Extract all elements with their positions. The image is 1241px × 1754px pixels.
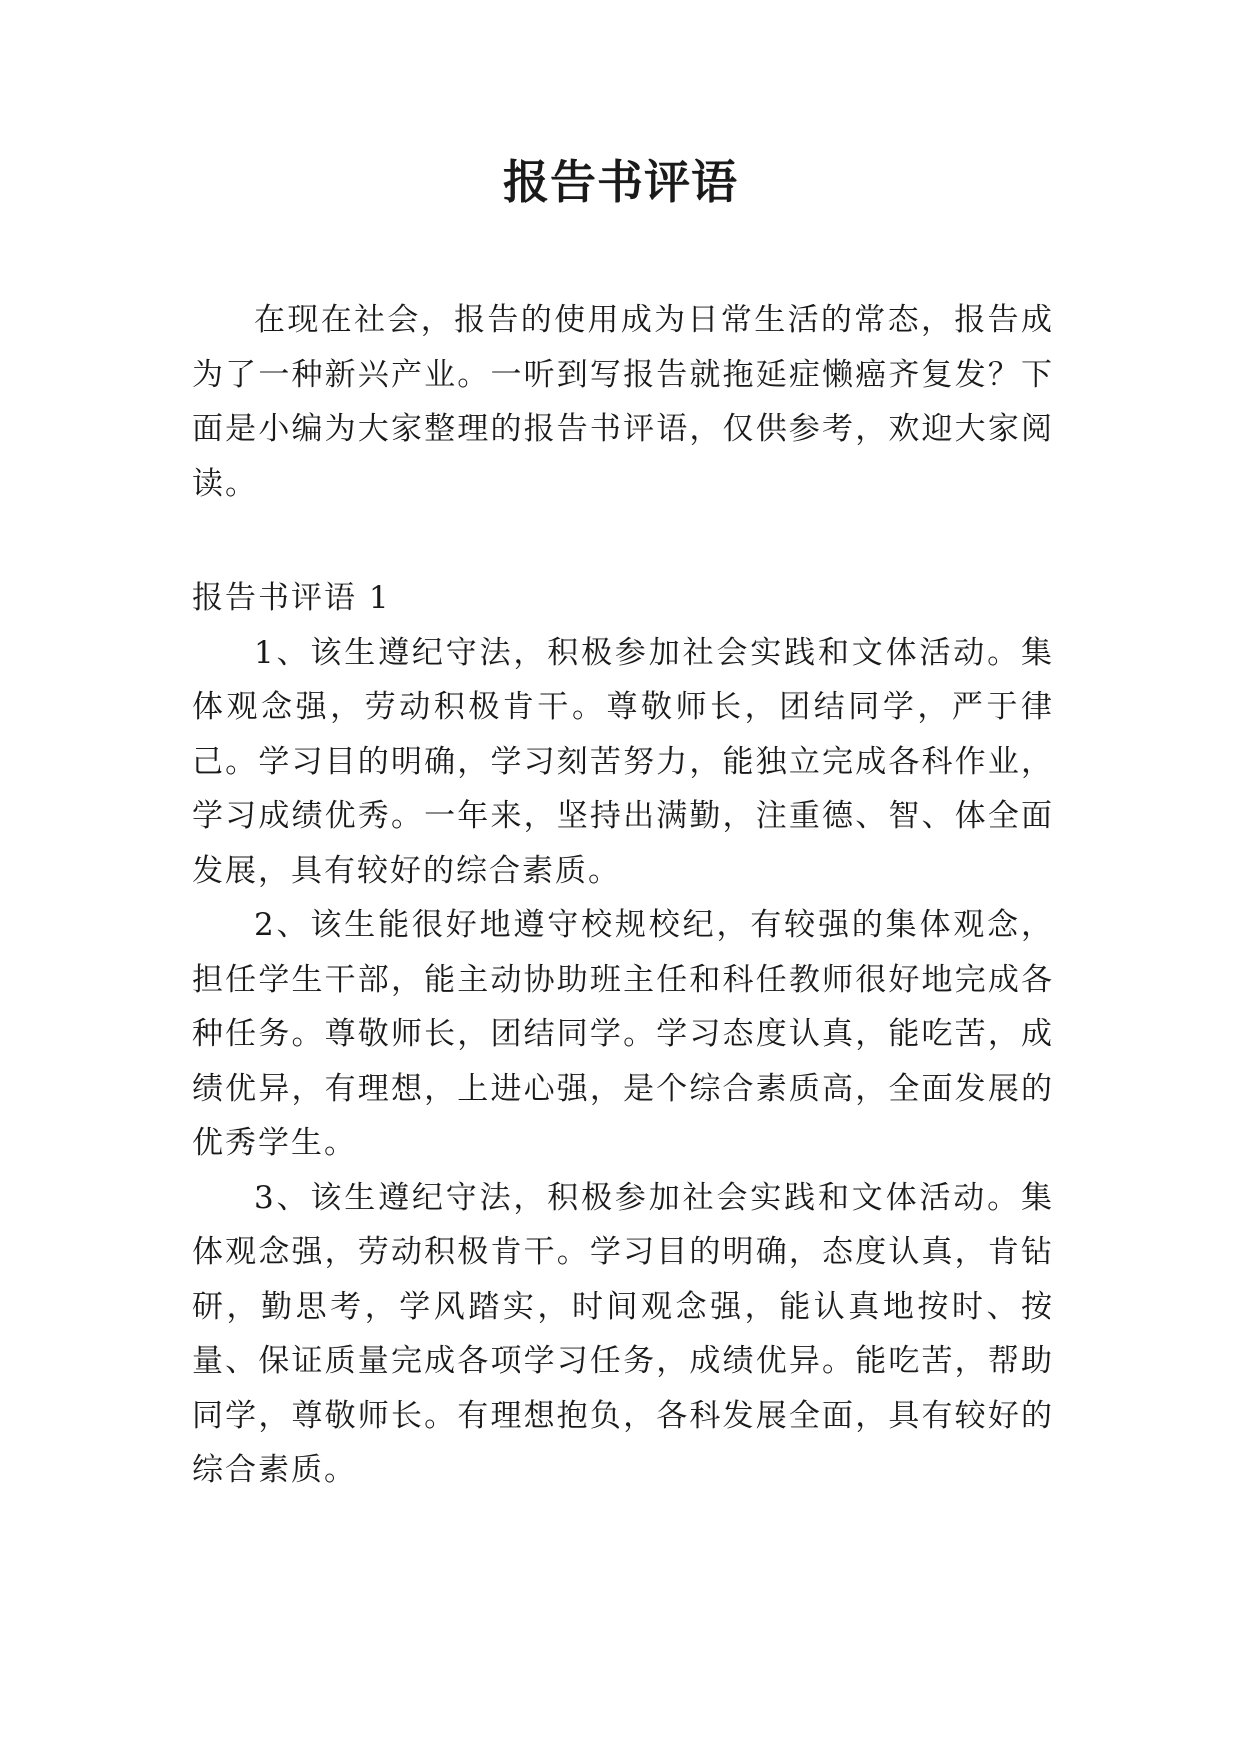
comment-item-1: 1、该生遵纪守法，积极参加社会实践和文体活动。集体观念强，劳动积极肯干。尊敬师长，团结同学，严于律己。学习目的明确，学习刻苦努力，能独立完成各科作业，学习成绩优秀。一年来，坚持出满勤，注重德、智、体全面发展，具有较好的综合素质。 — [192, 634, 1054, 889]
document-body — [192, 293, 1054, 1498]
spacer — [192, 511, 1054, 571]
comment-item-2: 2、该生能很好地遵守校规校纪，有较强的集体观念，担任学生干部，能主动协助班主任和科任教师很好地完成各种任务。尊敬师长，团结同学。学习态度认真，能吃苦，成绩优异，有理想，上进心强，是个综合素质高，全面发展的优秀学生。 — [192, 907, 1054, 1161]
comment-item-3: 3、该生遵纪守法，积极参加社会实践和文体活动。集体观念强，劳动积极肯干。学习目的明确，态度认真，肯钻研，勤思考，学风踏实，时间观念强，能认真地按时、按量、保证质量完成各项学习任务，成绩优异。能吃苦，帮助同学，尊敬师长。有理想抱负，各科发展全面，具有较好的综合素质。 — [192, 1179, 1054, 1488]
section-heading: 报告书评语 1 — [192, 580, 391, 616]
document-title: 报告书评语 — [503, 155, 738, 209]
intro-paragraph: 在现在社会，报告的使用成为日常生活的常态，报告成为了一种新兴产业。一听到写报告就拖延症懒癌齐复发？下面是小编为大家整理的报告书评语，仅供参考，欢迎大家阅读。 — [192, 302, 1054, 502]
